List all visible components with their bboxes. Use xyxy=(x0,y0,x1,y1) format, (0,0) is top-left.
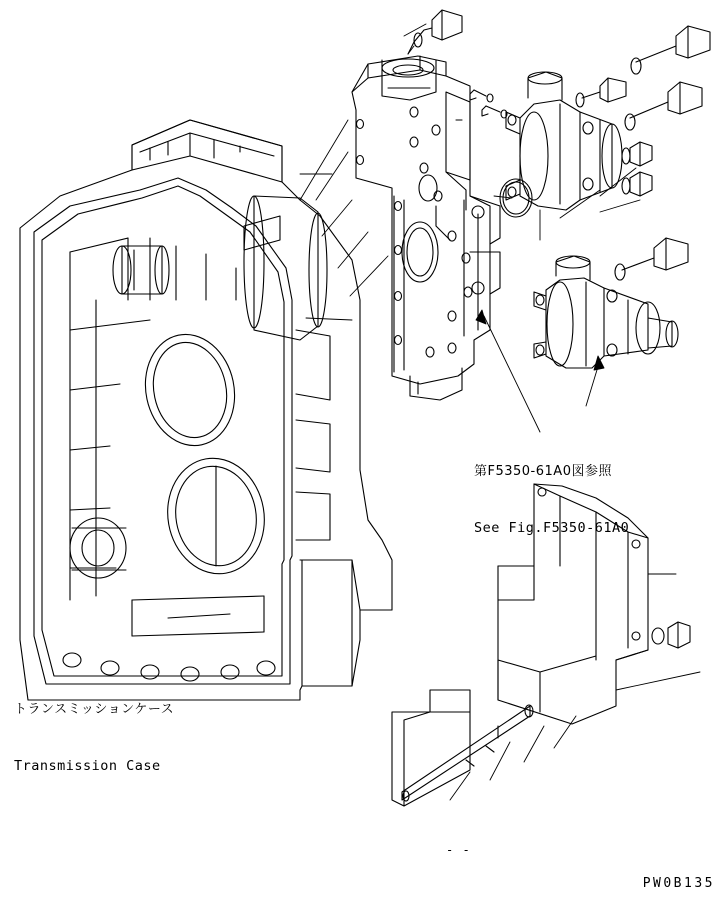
washer xyxy=(622,178,630,194)
page-footer-mark: - - xyxy=(446,843,471,857)
transmission-case-label-jp: トランスミッションケース xyxy=(14,702,175,717)
washer xyxy=(652,628,664,644)
washer xyxy=(625,114,635,130)
fastener-group-mid xyxy=(615,238,688,280)
bolt xyxy=(408,10,462,54)
nut xyxy=(668,622,690,648)
washer xyxy=(615,264,625,280)
bolt xyxy=(636,26,710,62)
bolt xyxy=(482,106,507,118)
washer xyxy=(631,58,641,74)
see-fig-reference-label xyxy=(474,424,629,577)
bolt xyxy=(630,82,702,118)
washer xyxy=(622,148,630,164)
washer xyxy=(576,93,584,107)
nut xyxy=(630,142,652,166)
fastener-group-top xyxy=(408,10,710,196)
transmission-case-label-en: Transmission Case xyxy=(14,758,161,775)
bolt xyxy=(470,90,493,102)
o-ring-seal xyxy=(500,179,532,217)
nut xyxy=(630,172,652,196)
fastener-group-lower xyxy=(652,622,690,648)
see-fig-label-jp: 第F5350-61A0図参照 xyxy=(474,464,612,479)
shaft-rod xyxy=(402,705,533,801)
transmission-case-label xyxy=(14,662,174,815)
bolt xyxy=(582,78,626,102)
see-fig-label-en: See Fig.F5350-61A0 xyxy=(474,520,630,537)
transmission-case-housing xyxy=(20,120,392,700)
drawing-number: PW0B135 xyxy=(642,876,715,891)
bolt xyxy=(622,238,688,270)
pump-assembly-upper xyxy=(506,72,622,210)
pump-assembly-lower xyxy=(534,256,678,368)
valve-body-plate xyxy=(352,56,500,400)
